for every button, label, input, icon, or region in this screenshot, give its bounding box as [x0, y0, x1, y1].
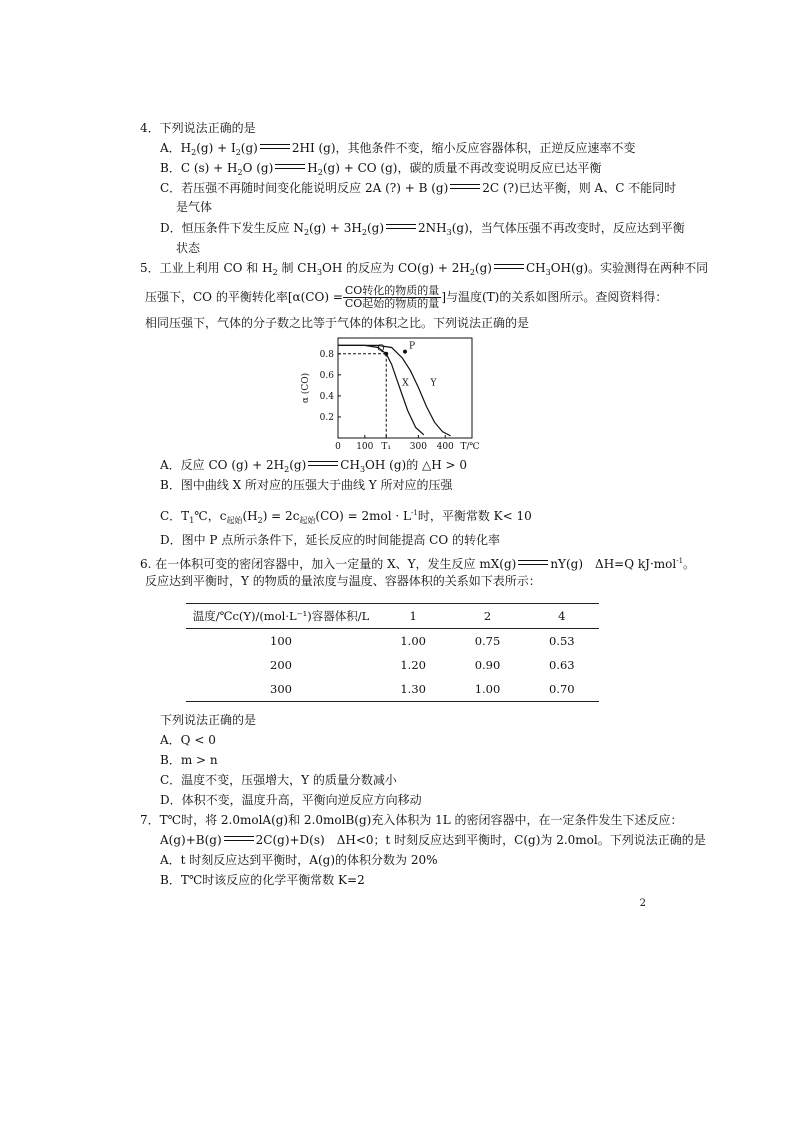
q5-stem-line2: 压强下，CO 的平衡转化率[α(CO) = $\frac{\text{CO转化的物质的量}}{\text{CO起始的物质的量}}$ ]与温度(T)的关系如图所示。查阅资料得：: [145, 284, 668, 310]
series-line-x: [338, 345, 424, 434]
q4-option-c-cont: 是气体: [176, 200, 213, 214]
y-tick-label: 0.6: [319, 370, 334, 381]
table-cell: 200: [270, 658, 292, 672]
x-tick-label: 300: [409, 442, 427, 452]
table-row: [186, 629, 599, 654]
q6-option-b: B．m > n: [160, 753, 218, 767]
table-header-cell: 温度/℃c(Y)/(mol·L⁻¹)容器体积/L: [186, 604, 376, 629]
q6-option-a: A．Q < 0: [160, 733, 216, 747]
concentration-table: [186, 603, 599, 702]
page-number: 2: [639, 898, 646, 909]
q5-stem-line3: 相同压强下，气体的分子数之比等于气体的体积之比。下列说法正确的是: [145, 316, 530, 330]
equilibrium-arrow-icon: [386, 223, 416, 231]
q7-option-a: A．t 时刻反应达到平衡时，A(g)的体积分数为 20%: [160, 853, 438, 867]
q4-option-c: C．若压强不再随时间变化能说明反应 2A (?) + B (g) 2C (?)已达平衡，则 A、C 不能同时: [160, 181, 677, 195]
table-cell: 0.90: [474, 658, 501, 672]
q4-option-b: B．C $(s) + H_2O$ (g) $H_2(g)$ + CO (g)，碳的质量不再改变说明反应已达平衡: [160, 161, 602, 177]
q5-option-a: A．反应 CO $(g) + 2H_2(g)$ $CH_3OH$ (g)的 △H > 0: [160, 458, 468, 474]
equilibrium-arrow-icon: [260, 143, 290, 151]
equilibrium-arrow-icon: [518, 559, 548, 567]
series-label-y: Y: [430, 378, 437, 389]
table-cell: 300: [186, 677, 376, 702]
q5-option-d: D．图中 P 点所示条件下，延长反应的时间能提高 CO 的转化率: [160, 533, 500, 547]
point-q: [384, 352, 388, 356]
y-axis-label: α (CO): [301, 372, 311, 404]
q7-stem-line2: A(g)+B(g) 2C(g)+D(s) ΔH<0；t 时刻反应达到平衡时，C(g)为 2.0mol。下列说法正确的是: [160, 833, 706, 847]
y-tick-label: 0.4: [319, 391, 334, 402]
x-tick-label: 400: [436, 442, 454, 452]
table-cell: 0.53: [549, 634, 575, 648]
table-cell: 0.63: [549, 658, 575, 672]
q6-stem-line1: 6. 在一体积可变的密闭容器中，加入一定量的 X、Y，发生反应 mX(g) nY(g) ΔH=Q kJ·mol$^{-1}$。: [140, 557, 696, 571]
conversion-temperature-chart: [300, 330, 480, 452]
equilibrium-arrow-icon: [494, 263, 524, 271]
x-tick-label: T₁: [381, 442, 392, 452]
q4-option-d: D．恒压条件下发生反应 $N_2(g) + 3H_2(g)$ $2NH_3(g)$，当气体压强不再改变时，反应达到平衡: [160, 221, 685, 237]
table-header-cell: 4: [525, 604, 599, 629]
q6-option-d: D．体积不变，温度升高，平衡向逆反应方向移动: [160, 793, 422, 807]
x-axis-label: T/℃: [460, 442, 480, 452]
q7-stem-line1: 7．T℃时，将 2.0molA(g)和 2.0molB(g)充入体积为 1L 的密闭容器中，在一定条件发生下述反应：: [140, 813, 683, 827]
equilibrium-arrow-icon: [224, 835, 254, 843]
q6-option-c: C．温度不变，压强增大，Y 的质量分数减小: [160, 773, 397, 787]
table-row: [186, 677, 599, 702]
table-cell: 100: [270, 634, 292, 648]
q6-stem2: 下列说法正确的是: [160, 713, 257, 727]
equilibrium-arrow-icon: [450, 183, 480, 191]
q5-option-c: C．$T_1℃$，$c_{起始}(H_2) = 2c_{起始}(CO) = 2mol \cdot L^{-1}$时，平衡常数 K< 10: [160, 509, 532, 525]
table-cell: 1.30: [376, 677, 450, 702]
table-cell: 1.00: [450, 677, 524, 702]
q4-stem: 4．下列说法正确的是: [140, 121, 256, 135]
table-header-cell: 2: [450, 604, 524, 629]
series-label-x: X: [402, 378, 409, 389]
x-tick-label: 0: [335, 442, 341, 452]
conversion-fraction: $\frac{\text{CO转化的物质的量}}{\text{CO起始的物质的量}}$: [344, 284, 440, 310]
q5-option-b: B．图中曲线 X 所对应的压强大于曲线 Y 所对应的压强: [160, 478, 453, 492]
table-cell: 1.00: [400, 634, 426, 648]
q5-stem-line1: 5．工业上利用 CO 和 $H_2$ 制 $CH_3OH$ 的反应为 $CO(g) + 2H_2(g)$ $CH_3OH(g)$。实验测得在两种不同: [140, 261, 709, 277]
q4-option-a: A．$H_2(g) + I_2(g)$ 2HI (g)，其他条件不变，缩小反应容器体积，正逆反应速率不变: [160, 141, 636, 157]
equilibrium-arrow-icon: [308, 460, 338, 468]
series-line-y: [338, 345, 451, 436]
table-cell: 1.20: [400, 658, 426, 672]
y-tick-label: 0.2: [319, 412, 334, 423]
table-header-row: [186, 604, 599, 629]
table-cell: 0.70: [525, 677, 599, 702]
point-p: [403, 350, 407, 354]
point-label-q: Q: [377, 343, 385, 354]
y-tick-label: 0.8: [319, 349, 334, 360]
x-tick-label: 100: [356, 442, 374, 452]
table-cell: 0.75: [474, 634, 501, 648]
equilibrium-arrow-icon: [275, 163, 305, 171]
q4-option-d-cont: 状态: [176, 241, 201, 255]
point-label-p: P: [409, 341, 416, 352]
q6-stem-line2: 反应达到平衡时，Y 的物质的量浓度与温度、容器体积的关系如下表所示：: [145, 574, 541, 588]
q7-option-b: B．T℃时该反应的化学平衡常数 K=2: [160, 873, 365, 887]
table-row: [186, 653, 599, 677]
table-header-cell: 1: [376, 604, 450, 629]
